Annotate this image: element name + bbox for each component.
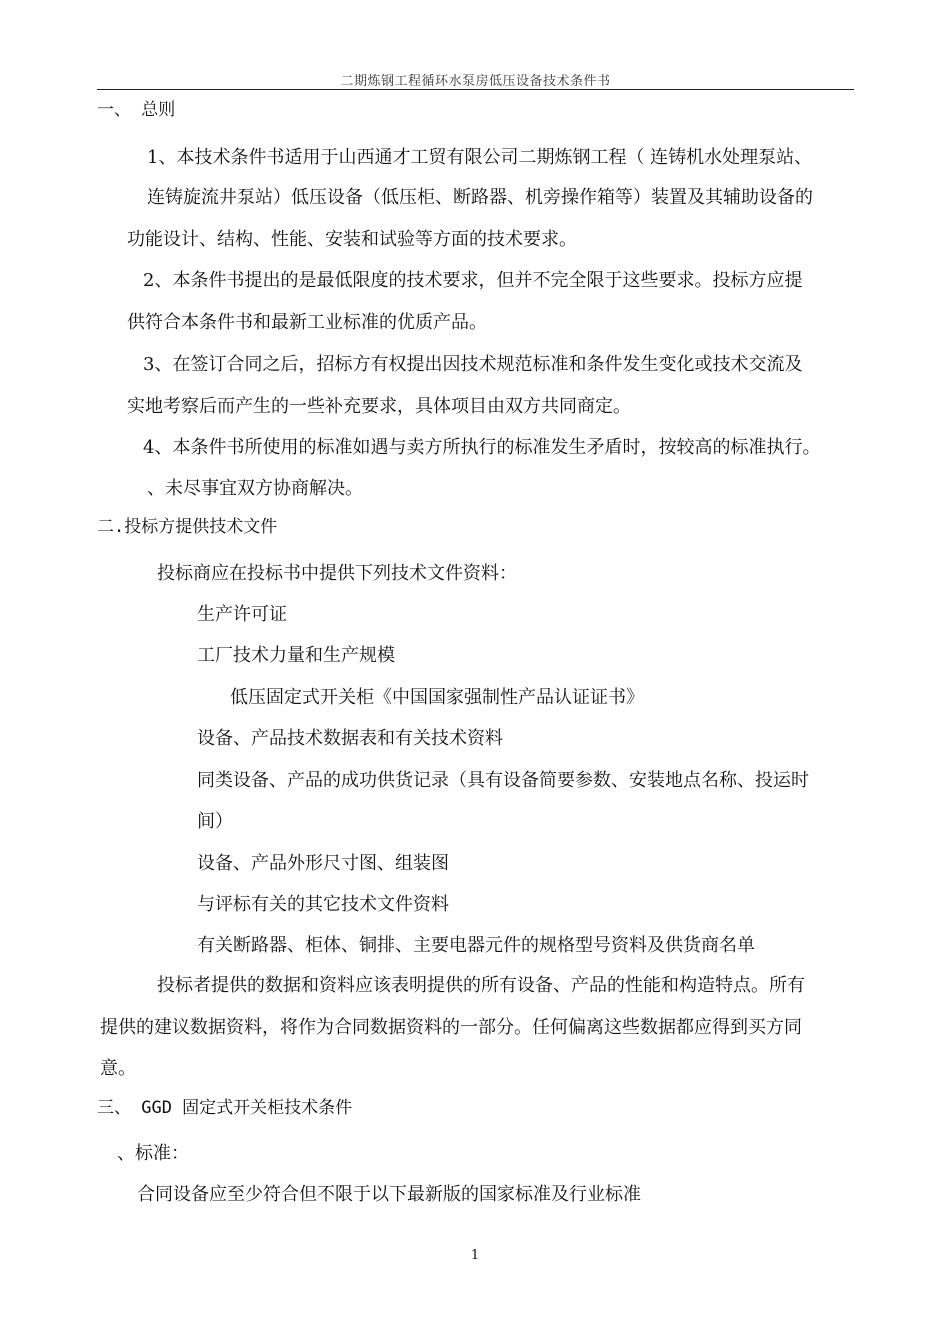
paragraph-line: 、未尽事宜双方协商解决。: [147, 478, 363, 499]
list-item: 设备、产品外形尺寸图、组装图: [197, 853, 449, 874]
list-item: 间）: [197, 811, 233, 832]
list-item: 设备、产品技术数据表和有关技术资料: [197, 728, 503, 749]
list-item: 有关断路器、柜体、铜排、主要电器元件的规格型号资料及供货商名单: [197, 935, 755, 956]
paragraph-line: 提供的建议数据资料，将作为合同数据资料的一部分。任何偏离这些数据都应得到买方同: [100, 1017, 802, 1038]
paragraph-line: 2、本条件书提出的是最低限度的技术要求，但并不完全限于这些要求。投标方应提: [143, 270, 803, 291]
list-item: 与评标有关的其它技术文件资料: [197, 894, 449, 915]
paragraph-line: 4、本条件书所使用的标准如遇与卖方所执行的标准发生矛盾时，按较高的标准执行。: [143, 437, 821, 458]
page-number: 1: [470, 1248, 480, 1263]
paragraph-line: 供符合本条件书和最新工业标准的优质产品。: [127, 312, 487, 333]
paragraph-line: 实地考察后而产生的一些补充要求，具体项目由双方共同商定。: [127, 396, 631, 417]
running-header: 二期炼钢工程循环水泵房低压设备技术条件书: [340, 74, 611, 89]
paragraph-line: 3、在签订合同之后，招标方有权提出因技术规范标准和条件发生变化或技术交流及: [143, 354, 803, 375]
list-item: 工厂技术力量和生产规模: [197, 645, 395, 666]
paragraph-line: 合同设备应至少符合但不限于以下最新版的国家标准及行业标准: [137, 1184, 641, 1205]
header-divider: [97, 89, 854, 90]
list-item: 同类设备、产品的成功供货记录（具有设备简要参数、安装地点名称、投运时: [197, 770, 809, 791]
section-heading-ggd: 三、 GGD 固定式开关柜技术条件: [97, 1098, 353, 1118]
paragraph-line: 投标者提供的数据和资料应该表明提供的所有设备、产品的性能和构造特点。所有: [157, 975, 805, 996]
list-item: 生产许可证: [197, 604, 287, 625]
paragraph-line: 投标商应在投标书中提供下列技术文件资料：: [157, 563, 517, 584]
list-item: 低压固定式开关柜《中国国家强制性产品认证证书》: [230, 687, 644, 708]
section-heading-documents: 二.投标方提供技术文件: [97, 517, 278, 537]
paragraph-line: 意。: [100, 1058, 136, 1079]
paragraph-line: 1、本技术条件书适用于山西通才工贸有限公司二期炼钢工程（ 连铸机水处理泵站、: [147, 147, 813, 168]
paragraph-line: 、标准：: [117, 1143, 189, 1164]
section-heading-general: 一、 总则: [97, 100, 176, 120]
paragraph-line: 连铸旋流井泵站）低压设备（低压柜、断路器、机旁操作箱等）装置及其辅助设备的: [147, 187, 813, 208]
paragraph-line: 功能设计、结构、性能、安装和试验等方面的技术要求。: [127, 229, 577, 250]
